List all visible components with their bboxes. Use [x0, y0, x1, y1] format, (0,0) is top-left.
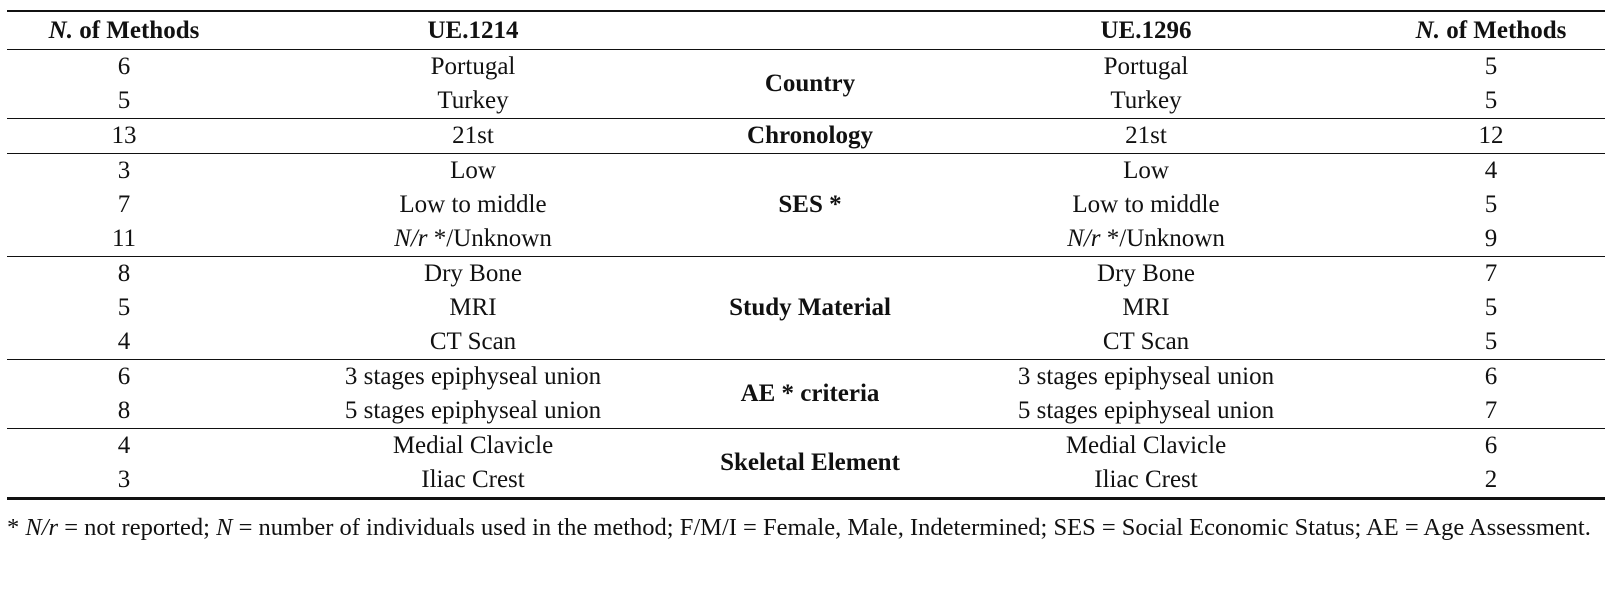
left-value-cell: 5 stages epiphyseal union — [344, 397, 602, 424]
right-count-cell: 12 — [1478, 122, 1504, 149]
right-value-cell: Iliac Crest — [1094, 466, 1198, 493]
right-count-cell: 5 — [1484, 53, 1498, 80]
left-count-cell: 3 — [117, 466, 131, 493]
comparison-table — [7, 10, 1605, 500]
right-count-cell: 5 — [1484, 294, 1498, 321]
left-value-cell: Dry Bone — [424, 260, 522, 287]
right-count-cell: 6 — [1484, 432, 1498, 459]
left-value-cell: Low — [450, 157, 496, 184]
header-left-count: N. of Methods — [48, 16, 200, 44]
header-right-count: N. of Methods — [1415, 16, 1567, 44]
table-row — [7, 360, 1605, 395]
group-ae-criteria — [7, 360, 1605, 429]
right-value-cell: Turkey — [1110, 87, 1182, 114]
left-value-cell: MRI — [449, 294, 497, 321]
left-count-cell: 8 — [117, 260, 131, 287]
header-middle — [705, 11, 915, 50]
right-count-cell: 2 — [1484, 466, 1498, 493]
category-label: Chronology — [747, 122, 873, 149]
header-row — [7, 11, 1605, 50]
right-count-cell: 5 — [1484, 87, 1498, 114]
table-row — [7, 257, 1605, 292]
right-value-cell: Portugal — [1103, 53, 1189, 80]
right-count-cell: 4 — [1484, 157, 1498, 184]
left-value-cell: Iliac Crest — [421, 466, 525, 493]
right-value-cell: Dry Bone — [1097, 260, 1195, 287]
left-count-cell: 11 — [111, 225, 137, 252]
right-value-cell: N/r */Unknown — [1067, 225, 1225, 252]
table-row — [7, 154, 1605, 189]
table-row — [7, 119, 1605, 154]
left-count-cell: 3 — [117, 157, 131, 184]
group-country — [7, 50, 1605, 119]
right-value-cell: MRI — [1122, 294, 1170, 321]
left-value-cell: Portugal — [430, 53, 516, 80]
right-value-cell: 3 stages epiphyseal union — [1017, 363, 1275, 390]
left-count-cell: 13 — [111, 122, 137, 149]
left-count-cell: 5 — [117, 87, 131, 114]
right-count-cell: 5 — [1484, 328, 1498, 355]
category-label: SES * — [778, 191, 842, 218]
left-value-cell: N/r */Unknown — [394, 225, 552, 252]
category-label: Country — [764, 70, 856, 97]
right-count-cell: 6 — [1484, 363, 1498, 390]
left-count-cell: 6 — [117, 53, 131, 80]
header-left-sample: UE.1214 — [427, 16, 519, 44]
category-label: Study Material — [729, 294, 891, 321]
group-skeletal-element — [7, 429, 1605, 499]
left-count-cell: 5 — [117, 294, 131, 321]
category-label: Skeletal Element — [720, 449, 900, 476]
right-count-cell: 7 — [1484, 260, 1498, 287]
left-value-cell: Turkey — [437, 87, 509, 114]
group-chronology — [7, 119, 1605, 154]
left-count-cell: 4 — [117, 432, 131, 459]
right-count-cell: 5 — [1484, 191, 1498, 218]
group-ses — [7, 154, 1605, 257]
right-count-cell: 7 — [1484, 397, 1498, 424]
left-count-cell: 7 — [117, 191, 131, 218]
right-value-cell: Low — [1123, 157, 1169, 184]
table-footnote: * N/r = not reported; N = number of individuals used in the method; F/M/I = Female, Male, Indetermined; SES = Social Economic Status; AE = Age Assessment. — [7, 514, 1591, 541]
left-count-cell: 8 — [117, 397, 131, 424]
left-value-cell: 3 stages epiphyseal union — [344, 363, 602, 390]
left-value-cell: CT Scan — [429, 328, 517, 355]
right-value-cell: Low to middle — [1072, 191, 1220, 218]
right-value-cell: Medial Clavicle — [1065, 432, 1227, 459]
left-count-cell: 6 — [117, 363, 131, 390]
right-value-cell: 5 stages epiphyseal union — [1017, 397, 1275, 424]
left-value-cell: Medial Clavicle — [392, 432, 554, 459]
header-right-sample: UE.1296 — [1100, 16, 1192, 44]
table-row — [7, 429, 1605, 464]
right-value-cell: CT Scan — [1102, 328, 1190, 355]
left-value-cell: 21st — [452, 122, 494, 149]
right-count-cell: 9 — [1484, 225, 1498, 252]
left-count-cell: 4 — [117, 328, 131, 355]
right-value-cell: 21st — [1125, 122, 1167, 149]
table-row — [7, 50, 1605, 85]
category-label: AE * criteria — [740, 380, 880, 407]
left-value-cell: Low to middle — [399, 191, 547, 218]
group-study-material — [7, 257, 1605, 360]
